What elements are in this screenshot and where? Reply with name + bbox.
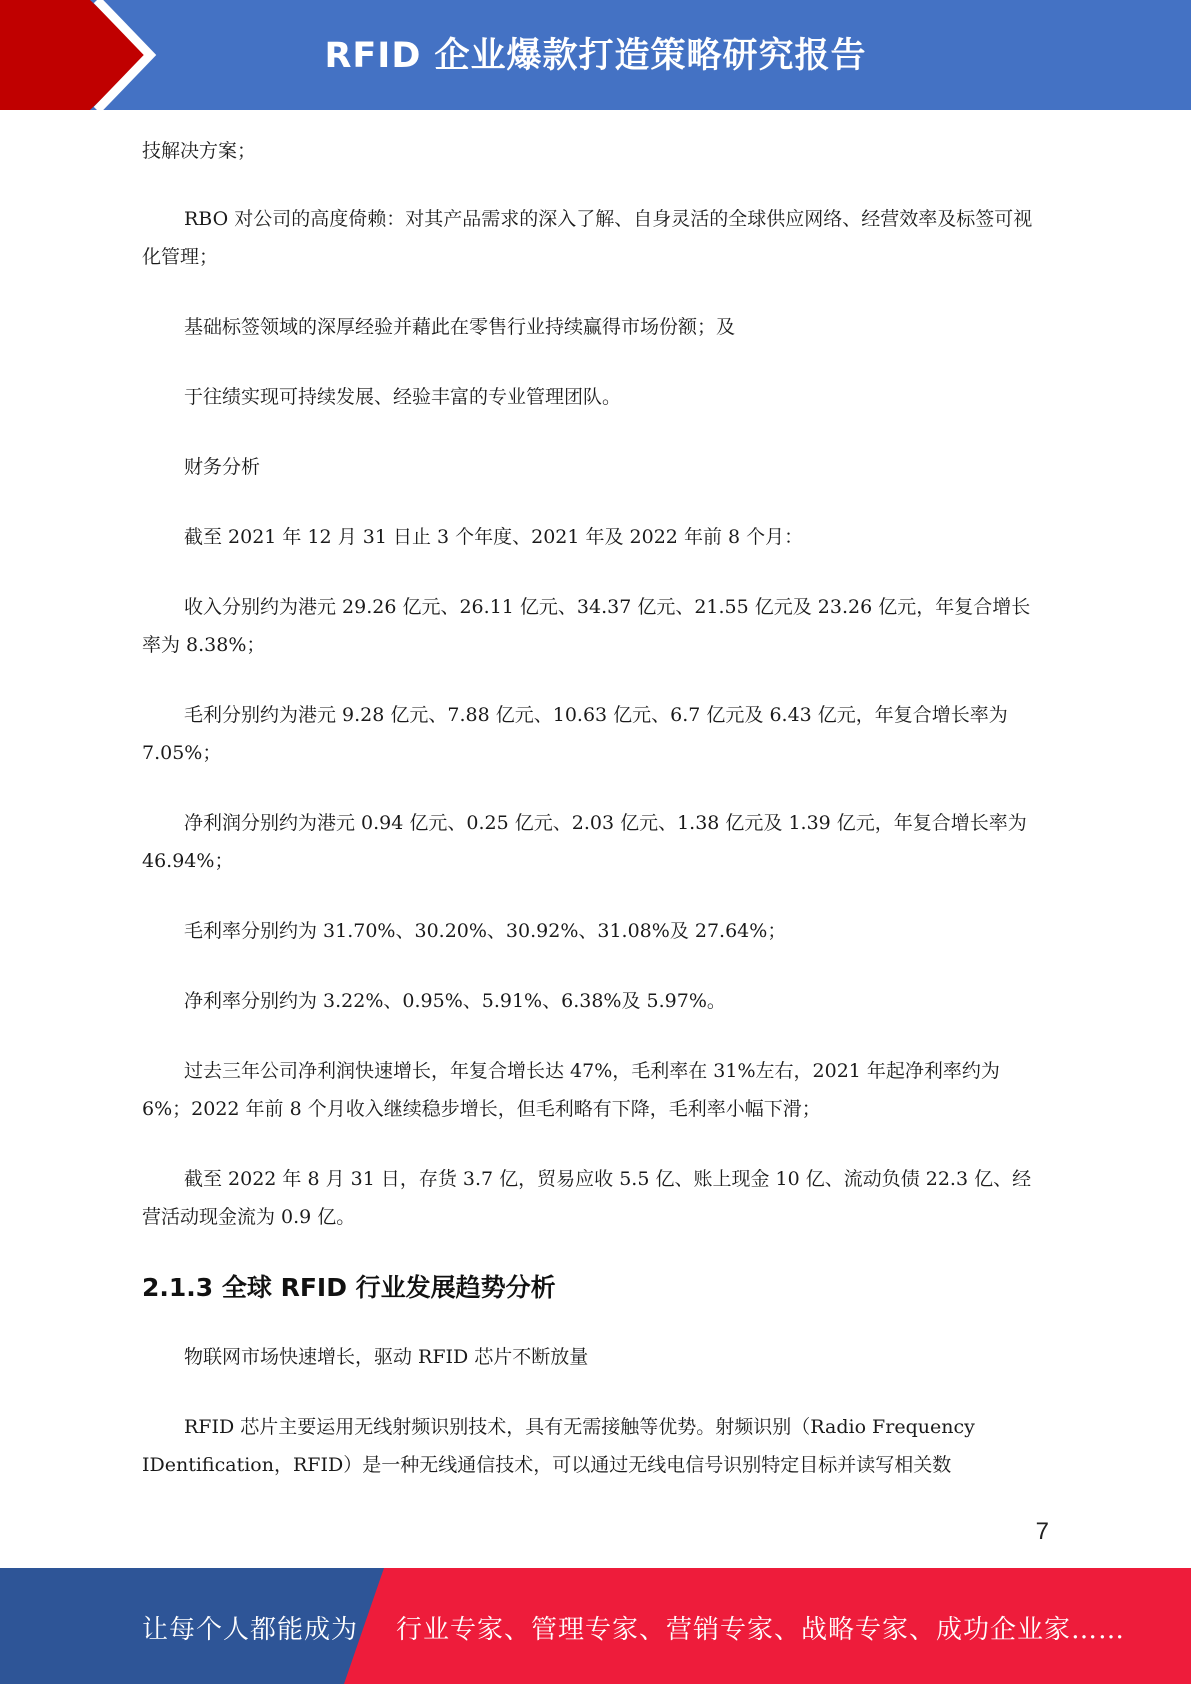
- paragraph: 截至 2022 年 8 月 31 日，存货 3.7 亿，贸易应收 5.5 亿、账上现金 10 亿、流动负债 22.3 亿、经营活动现金流为 0.9 亿。: [142, 1168, 1032, 1228]
- paragraph: 过去三年公司净利润快速增长，年复合增长达 47%，毛利率在 31%左右，2021 年起净利率约为 6%；2022 年前 8 个月收入继续稳步增长，但毛利略有下降，毛利率小幅下滑；: [142, 1060, 1000, 1120]
- page-footer: [0, 1568, 1191, 1684]
- page-number: 7: [1035, 1518, 1049, 1545]
- paragraph: RBO 对公司的高度倚赖：对其产品需求的深入了解、自身灵活的全球供应网络、经营效率及标签可视化管理；: [142, 208, 1033, 268]
- report-title: RFID 企业爆款打造策略研究报告: [324, 36, 867, 76]
- footer-slogan-left: 让每个人都能成为: [142, 1615, 359, 1645]
- paragraph: 毛利分别约为港元 9.28 亿元、7.88 亿元、10.63 亿元、6.7 亿元及 6.43 亿元，年复合增长率为 7.05%；: [142, 704, 1008, 764]
- paragraph: 基础标签领域的深厚经验并藉此在零售行业持续赢得市场份额；及: [184, 316, 736, 338]
- footer-slogan-right: 行业专家、管理专家、营销专家、战略专家、成功企业家……: [396, 1615, 1126, 1645]
- paragraph: 财务分析: [184, 456, 261, 478]
- paragraph: 毛利率分别约为 31.70%、30.20%、30.92%、31.08%及 27.64%；: [184, 920, 787, 942]
- paragraph: 技解决方案；: [142, 140, 257, 162]
- paragraph: 截至 2021 年 12 月 31 日止 3 个年度、2021 年及 2022 年前 8 个月：: [184, 526, 804, 548]
- paragraph: 净利润分别约为港元 0.94 亿元、0.25 亿元、2.03 亿元、1.38 亿元及 1.39 亿元，年复合增长率为 46.94%；: [142, 812, 1027, 872]
- paragraph: 收入分别约为港元 29.26 亿元、26.11 亿元、34.37 亿元、21.55 亿元及 23.26 亿元，年复合增长率为 8.38%；: [142, 596, 1031, 656]
- page-header: [0, 0, 1191, 110]
- paragraph: 物联网市场快速增长，驱动 RFID 芯片不断放量: [184, 1346, 589, 1368]
- document-body: [142, 132, 1040, 1516]
- paragraph: 于往绩实现可持续发展、经验丰富的专业管理团队。: [184, 386, 622, 408]
- paragraph: RFID 芯片主要运用无线射频识别技术，具有无需接触等优势。射频识别（Radio Frequency IDentification，RFID）是一种无线通信技术，可以通过无线电信号识别特定目标并读写相关数: [142, 1416, 975, 1476]
- paragraph: 净利率分别约为 3.22%、0.95%、5.91%、6.38%及 5.97%。: [184, 990, 726, 1012]
- section-heading: 2.1.3 全球 RFID 行业发展趋势分析: [142, 1273, 556, 1302]
